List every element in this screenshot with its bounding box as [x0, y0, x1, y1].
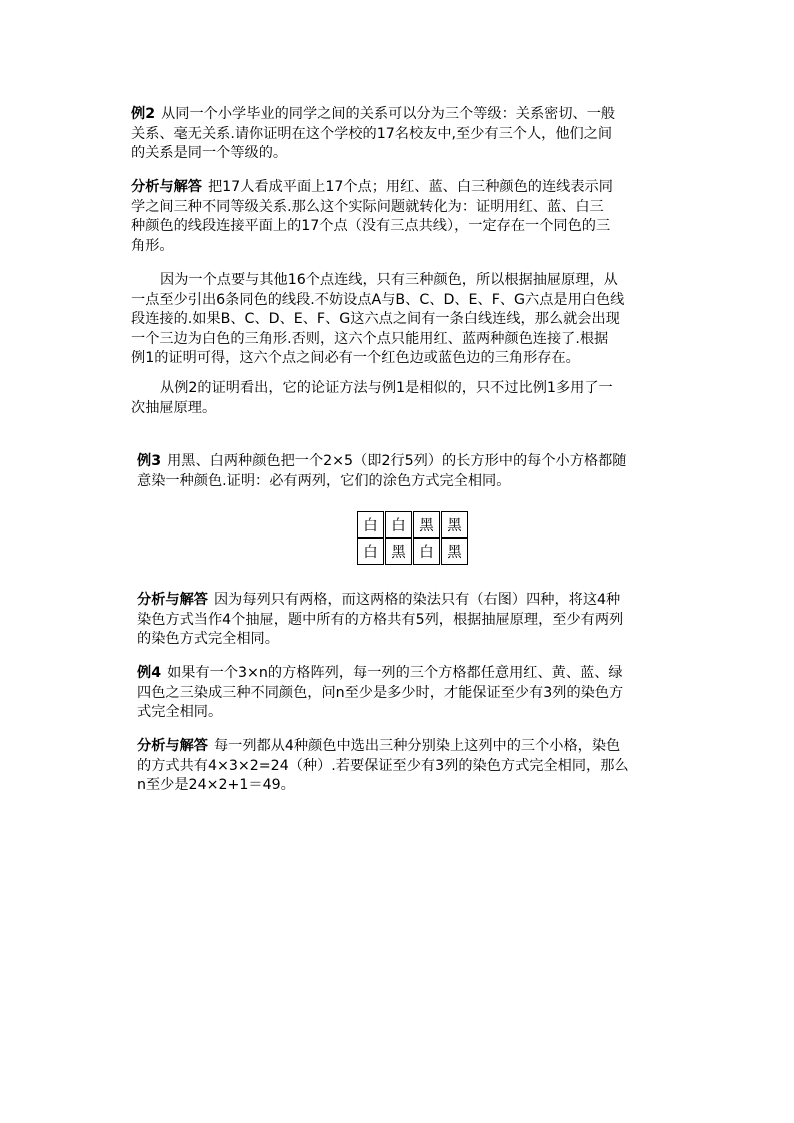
example-2-line-3: 的关系是同一个等级的。	[131, 145, 288, 161]
proof-line-4: 一个三边为白色的三角形.否则，这六个点只能用红、蓝两种颜色连接了.根据	[131, 330, 609, 347]
example-2-analysis-line-2: 学之间三种不同等级关系.那么这个实际问题就转化为：证明用红、蓝、白三	[131, 198, 604, 215]
example-3-analysis-label: 分析与解答	[137, 592, 208, 608]
grid-cell: 黑	[413, 511, 440, 538]
example-2-remark-paragraph	[131, 379, 679, 418]
remark-line-2: 次抽屉原理。	[131, 399, 217, 416]
example-4-problem	[137, 664, 682, 723]
example-3-line-1: 用黑、白两种颜色把一个2×5（即2行5列）的长方形中的每个小方格都随	[167, 453, 627, 469]
example-4-analysis-line-2: 的方式共有4×3×2=24（种）.若要保证至少有3列的染色方式完全相同，那么	[137, 757, 629, 774]
example-4-analysis-line-1: 每一列都从4种颜色中选出三种分别染上这列中的三个小格，染色	[213, 738, 621, 754]
example-3-analysis-line-2: 染色方式当作4个抽屉，题中所有的方格共有5列，根据抽屉原理，至少有两列	[137, 611, 624, 628]
proof-line-5: 例1的证明可得，这六个点之间必有一个红色边或蓝色边的三角形存在。	[131, 350, 580, 366]
example-3-problem	[137, 452, 682, 491]
example-2-label: 例2	[131, 106, 156, 122]
proof-line-3: 段连接的.如果B、C、D、E、F、G这六点之间有一条白线连线，那么就会出现	[131, 311, 620, 327]
example-2-problem	[131, 105, 679, 164]
example-3-line-2: 意染一种颜色.证明：必有两列，它们的涂色方式完全相同。	[137, 472, 511, 489]
example-2-analysis	[131, 178, 679, 256]
example-3-analysis-line-3: 的染色方式完全相同。	[137, 631, 279, 647]
example-2-line-2: 关系、毫无关系.请你证明在这个学校的17名校友中,至少有三个人，他们之间	[131, 125, 613, 142]
example-4-line-2: 四色之三染成三种不同颜色，问n至少是多少时，才能保证至少有3列的染色方	[137, 684, 624, 701]
example-4-analysis-line-3: n至少是24×2+1＝49。	[137, 777, 295, 793]
example-3-analysis	[137, 591, 682, 650]
example-4-line-1: 如果有一个3×n的方格阵列，每一列的三个方格都任意用红、黄、蓝、绿	[167, 665, 623, 681]
example-2-analysis-line-4: 角形。	[131, 237, 174, 254]
example-3-label: 例3	[137, 453, 162, 469]
example-4-label: 例4	[137, 665, 162, 681]
example-4-analysis	[137, 737, 682, 796]
example-2-proof-paragraph	[131, 271, 679, 369]
coloring-grid	[357, 511, 468, 565]
example-4-analysis-label: 分析与解答	[137, 738, 208, 754]
grid-cell: 黑	[441, 538, 468, 565]
grid-cell: 白	[413, 538, 440, 565]
grid-cell: 白	[357, 511, 384, 538]
example-2-analysis-label: 分析与解答	[131, 179, 202, 195]
example-3-analysis-line-1: 因为每列只有两格，而这两格的染法只有（右图）四种，将这4种	[213, 592, 621, 608]
proof-line-2: 一点至少引出6条同色的线段.不妨设点A与B、C、D、E、F、G六点是用白色线	[131, 291, 625, 308]
grid-cell: 白	[385, 511, 412, 538]
proof-line-1: 因为一个点要与其他16个点连线，只有三种颜色，所以根据抽屉原理，从	[160, 272, 618, 288]
grid-cell: 白	[357, 538, 384, 565]
example-2-analysis-line-3: 种颜色的线段连接平面上的17个点（没有三点共线），一定存在一个同色的三	[131, 218, 611, 234]
grid-cell: 黑	[441, 511, 468, 538]
example-2-line-1: 从同一个小学毕业的同学之间的关系可以分为三个等级：关系密切、一般	[161, 106, 616, 122]
grid-cell: 黑	[385, 538, 412, 565]
example-2-analysis-line-1: 把17人看成平面上17个点；用红、蓝、白三种颜色的连线表示同	[207, 179, 613, 195]
remark-line-1: 从例2的证明看出，它的论证方法与例1是相似的，只不过比例1多用了一	[160, 380, 613, 396]
example-4-line-3: 式完全相同。	[137, 704, 223, 720]
